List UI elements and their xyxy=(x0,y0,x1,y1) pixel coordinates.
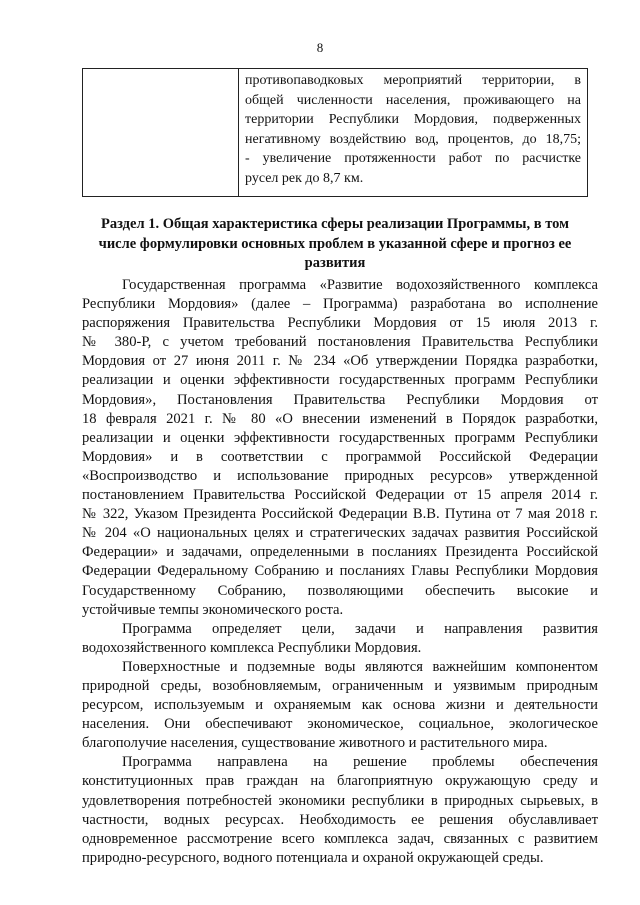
text-line: Программа определяет цели, задачи и направления развития xyxy=(122,620,598,637)
text-line: Мордовия» и в соответствии с программой Российской Федерации xyxy=(82,448,598,465)
table-line: территории Республики Мордовия, подверженных xyxy=(245,112,581,127)
paragraph-4 xyxy=(82,753,598,868)
text-line: № 204 «О национальных целях и стратегических задачах развития Российской xyxy=(82,525,598,542)
body-text xyxy=(82,276,598,868)
text-line: Мордовия от 27 июня 2011 г. № 234 «Об утверждении Порядка разработки, xyxy=(82,353,598,370)
paragraph-3 xyxy=(82,658,598,753)
table-line: русел рек до 8,7 км. xyxy=(245,170,364,186)
text-line: частности, водных ресурсах. Необходимость ее решения обуславливает xyxy=(82,811,598,828)
table-line: общей численности населения, проживающего на xyxy=(245,92,581,108)
text-line: удовлетворения потребностей экономики республики в природных сырьевых, в xyxy=(82,792,598,809)
text-line: Республики Мордовия» (далее – Программа) разработана во исполнение xyxy=(82,296,598,313)
page-number: 8 xyxy=(316,40,324,55)
text-line: Программа направлена на решение проблемы обеспечения xyxy=(122,754,598,771)
paragraph-1 xyxy=(82,276,598,620)
text-line: устойчивые темпы экономического роста. xyxy=(82,601,344,618)
table-cell-empty xyxy=(83,69,239,197)
text-line: Мордовия», Постановления Правительства Республики Мордовия от xyxy=(82,391,598,408)
text-line: природной среды, возобновляемым, ограниченным и уязвимым природным xyxy=(82,677,598,694)
table-line: противопаводковых мероприятий территории, в xyxy=(245,73,581,88)
table-line: негативному воздействию вод, процентов, до 18,75; xyxy=(245,131,581,147)
text-line: № 380-Р, с учетом требований постановления Правительства Республики xyxy=(82,334,598,351)
table-cell-text xyxy=(239,69,588,197)
text-line: одновременное рассмотрение всего комплекса задач, связанных с развитием xyxy=(82,830,598,847)
text-line: Государственному Собранию, позволяющими обеспечить высокие и xyxy=(82,582,598,599)
text-line: постановлением Правительства Российской Федерации от 15 апреля 2014 г. xyxy=(82,487,598,504)
text-line: водохозяйственного комплекса Республики Мордовия. xyxy=(82,639,422,656)
text-line: ресурсом, используемым и охраняемым как основа жизни и деятельности xyxy=(82,697,598,714)
text-line: Федерации» и задачами, определенными в посланиях Президента Российской xyxy=(82,544,598,561)
text-line: реализации и оценки эффективности государственных программ Республики xyxy=(82,429,598,446)
text-line: Поверхностные и подземные воды являются важнейшим компонентом xyxy=(122,658,598,675)
text-line: Федерации Федеральному Собранию и посланиях Главы Республики Мордовия xyxy=(82,563,598,580)
section-heading xyxy=(82,215,588,274)
text-line: благополучие населения, существование животного и растительного мира. xyxy=(82,735,548,752)
table-row xyxy=(83,69,588,197)
text-line: конституционных прав граждан на благоприятную окружающую среду и xyxy=(82,773,598,790)
text-line: 18 февраля 2021 г. № 80 «О внесении изменений в Порядок разработки, xyxy=(82,410,598,427)
heading-line: развития xyxy=(304,255,366,271)
table-line: - увеличение протяженности работ по расчистке xyxy=(245,151,581,166)
text-line: природно-ресурсного, водного потенциала и охраной окружающей среды. xyxy=(82,849,544,866)
heading-line: Раздел 1. Общая характеристика сферы реализации Программы, в том xyxy=(101,216,569,232)
heading-line: числе формулировки основных проблем в указанной сфере и прогноз ее xyxy=(98,235,572,252)
text-line: «Воспроизводство и использование природных ресурсов» утвержденной xyxy=(82,467,598,484)
continuation-table xyxy=(82,68,588,197)
paragraph-2 xyxy=(82,620,598,658)
text-line: распоряжения Правительства Республики Мордовия от 15 июля 2013 г. xyxy=(82,315,598,332)
text-line: Государственная программа «Развитие водохозяйственного комплекса xyxy=(122,277,598,293)
text-line: реализации и оценки эффективности государственных программ Республики xyxy=(82,372,598,389)
text-line: № 322, Указом Президента Российской Федерации В.В. Путина от 7 мая 2018 г. xyxy=(82,506,598,523)
text-line: населения. Они обеспечивают экономическое, социальное, экологическое xyxy=(82,716,598,733)
